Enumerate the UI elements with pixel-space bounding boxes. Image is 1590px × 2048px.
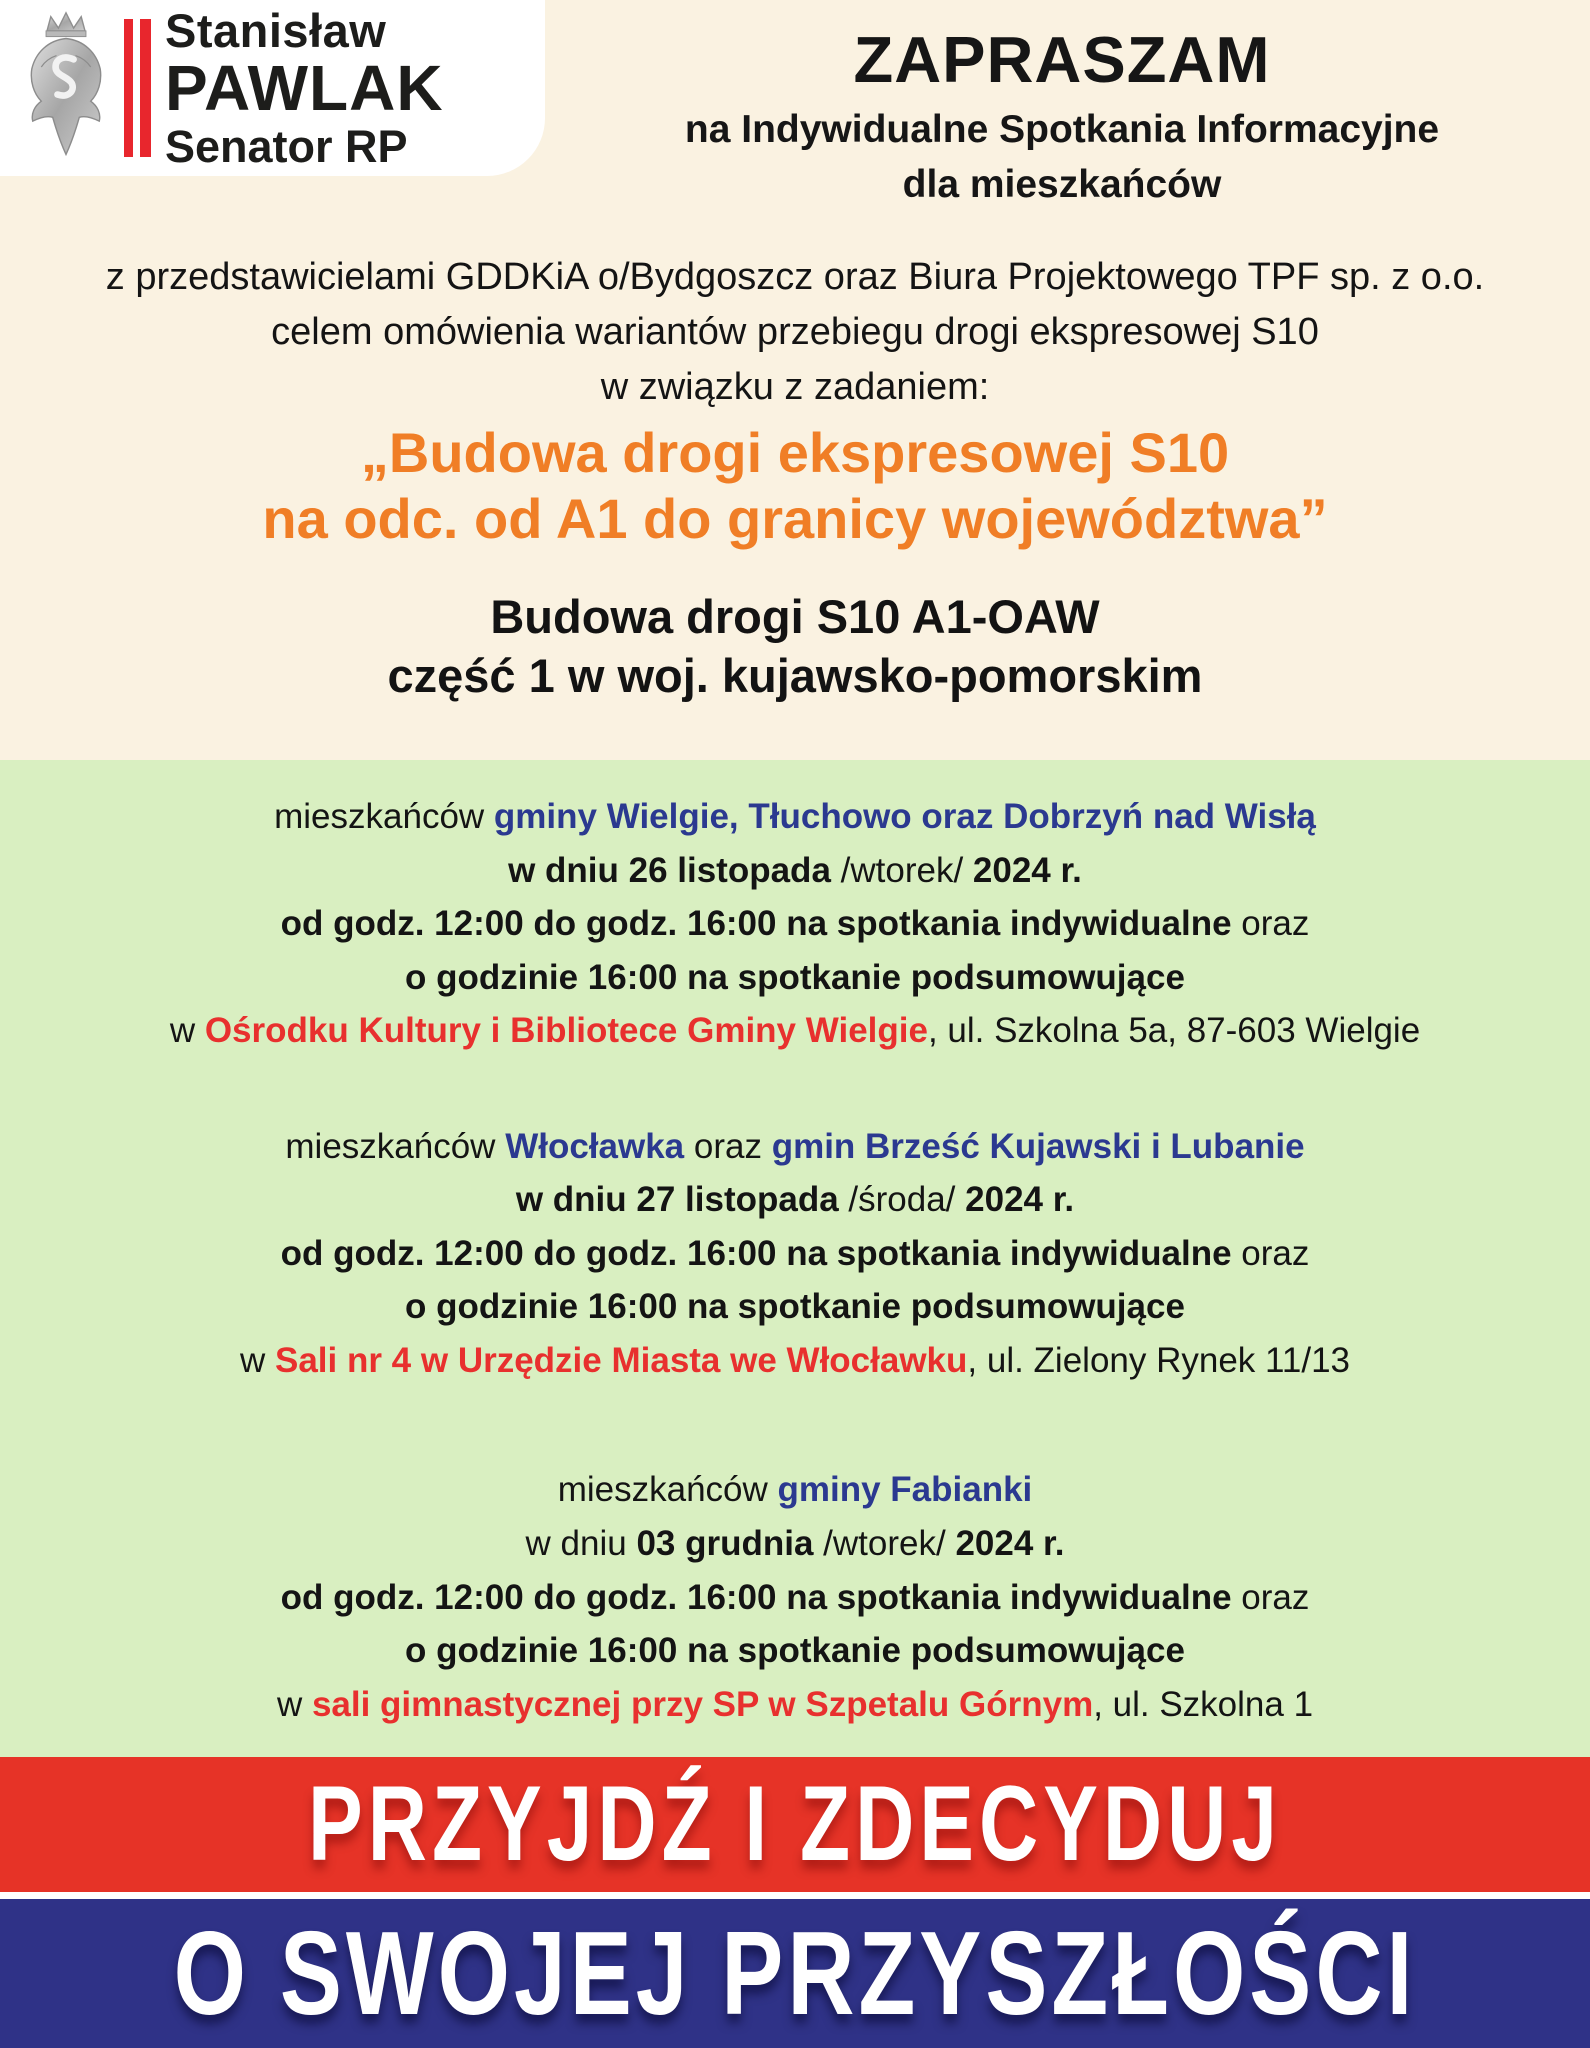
meeting-block-wielgie <box>0 790 1590 1058</box>
hours-tail: oraz <box>1231 1577 1310 1617</box>
meeting-block-wloclawek <box>0 1120 1590 1388</box>
hours-tail: oraz <box>1231 1233 1310 1273</box>
intro-paragraph <box>0 250 1590 415</box>
venue-address: , ul. Zielony Rynek 11/13 <box>967 1340 1351 1380</box>
meeting-date-line <box>0 844 1590 898</box>
date-value: w dniu 26 listopada <box>508 850 841 890</box>
venue-prefix: w <box>276 1684 312 1724</box>
project-quote-line-2: na odc. od A1 do granicy województwa” <box>262 486 1328 550</box>
hours-tail: oraz <box>1231 904 1310 944</box>
meeting-block-fabianki <box>0 1463 1590 1731</box>
audience-names-2: gmin Brześć Kujawski i Lubanie <box>771 1126 1305 1166</box>
year: 2024 r. <box>972 850 1082 890</box>
venue-prefix: w <box>169 1011 205 1051</box>
senator-first-name: Stanisław <box>165 4 387 57</box>
meeting-audience-line <box>0 1463 1590 1517</box>
meeting-audience-line <box>0 1120 1590 1174</box>
senator-title: Senator RP <box>165 121 408 172</box>
meeting-summary-line: o godzinie 16:00 na spotkanie podsumowujące <box>405 957 1185 997</box>
project-subtitle <box>0 588 1590 706</box>
hours-value: od godz. 12:00 do godz. 16:00 na spotkania indywidualne <box>280 904 1232 944</box>
venue-prefix: w <box>239 1340 275 1380</box>
cta-band-red <box>0 1757 1590 1892</box>
audience-mid: oraz <box>684 1126 772 1166</box>
invitation-subtitle-1: na Indywidualne Spotkania Informacyjne <box>684 108 1440 151</box>
meeting-venue-line <box>0 1678 1590 1732</box>
hours-value: od godz. 12:00 do godz. 16:00 na spotkania indywidualne <box>280 1577 1232 1617</box>
weekday: /wtorek/ <box>840 850 973 890</box>
venue-name: Sali nr 4 w Urzędzie Miasta we Włocławku <box>274 1340 968 1380</box>
senate-eagle-icon <box>18 10 114 167</box>
senator-name <box>165 4 444 172</box>
invitation-header <box>540 22 1584 207</box>
year: 2024 r. <box>955 1524 1065 1564</box>
senator-last-name: PAWLAK <box>165 52 444 124</box>
cta-line-1: PRZYJDŹ I ZDECYDUJ <box>308 1764 1282 1883</box>
audience-prefix: mieszkańców <box>285 1126 506 1166</box>
date-prefix: w dniu <box>525 1524 637 1564</box>
meeting-hours-line <box>0 1571 1590 1625</box>
audience-names: gminy Fabianki <box>777 1470 1033 1510</box>
hours-value: od godz. 12:00 do godz. 16:00 na spotkania indywidualne <box>280 1233 1232 1273</box>
meeting-summary-line: o godzinie 16:00 na spotkanie podsumowujące <box>405 1631 1185 1671</box>
year: 2024 r. <box>965 1180 1075 1220</box>
meeting-audience-line <box>0 790 1590 844</box>
meeting-date-line <box>0 1173 1590 1227</box>
project-subtitle-line-2: część 1 w woj. kujawsko-pomorskim <box>387 648 1203 702</box>
meeting-date-line <box>0 1517 1590 1571</box>
venue-name: sali gimnastycznej przy SP w Szpetalu Górnym <box>311 1684 1094 1724</box>
meetings-section <box>0 760 1590 1757</box>
weekday: /środa/ <box>848 1180 966 1220</box>
cta-band-navy <box>0 1899 1590 2048</box>
project-quote <box>0 420 1590 551</box>
audience-names: gminy Wielgie, Tłuchowo oraz Dobrzyń nad Wisłą <box>493 797 1316 836</box>
date-value: 03 grudnia <box>636 1524 824 1564</box>
venue-address: , ul. Szkolna 1 <box>1093 1684 1314 1724</box>
invitation-title: ZAPRASZAM <box>853 23 1271 96</box>
band-separator <box>0 1892 1590 1899</box>
meeting-summary-line: o godzinie 16:00 na spotkanie podsumowujące <box>405 1287 1185 1327</box>
red-white-stripe-icon <box>124 19 151 157</box>
intro-line-3: w związku z zadaniem: <box>600 366 990 409</box>
venue-name: Ośrodku Kultury i Bibliotece Gminy Wielgie <box>204 1011 928 1051</box>
meeting-venue-line <box>0 1334 1590 1388</box>
venue-address: , ul. Szkolna 5a, 87-603 Wielgie <box>927 1011 1421 1051</box>
project-subtitle-line-1: Budowa drogi S10 A1-OAW <box>490 590 1100 643</box>
audience-prefix: mieszkańców <box>557 1470 778 1510</box>
date-value: w dniu 27 listopada <box>515 1180 849 1220</box>
weekday: /wtorek/ <box>823 1524 956 1564</box>
meeting-venue-line <box>0 1004 1590 1058</box>
intro-line-2: celem omówienia wariantów przebiegu drogi ekspresowej S10 <box>271 311 1319 354</box>
cta-line-2: O SWOJEJ PRZYSZŁOŚCI <box>173 1906 1417 2040</box>
senator-logo-card <box>0 0 545 176</box>
audience-names: Włocławka <box>505 1126 685 1166</box>
intro-line-1: z przedstawicielami GDDKiA o/Bydgoszcz oraz Biura Projektowego TPF sp. z o.o. <box>105 256 1485 298</box>
meeting-hours-line <box>0 1227 1590 1281</box>
project-quote-line-1: „Budowa drogi ekspresowej S10 <box>360 421 1230 484</box>
audience-prefix: mieszkańców <box>274 797 494 836</box>
meeting-hours-line <box>0 897 1590 951</box>
invitation-subtitle-2: dla mieszkańców <box>902 163 1222 206</box>
